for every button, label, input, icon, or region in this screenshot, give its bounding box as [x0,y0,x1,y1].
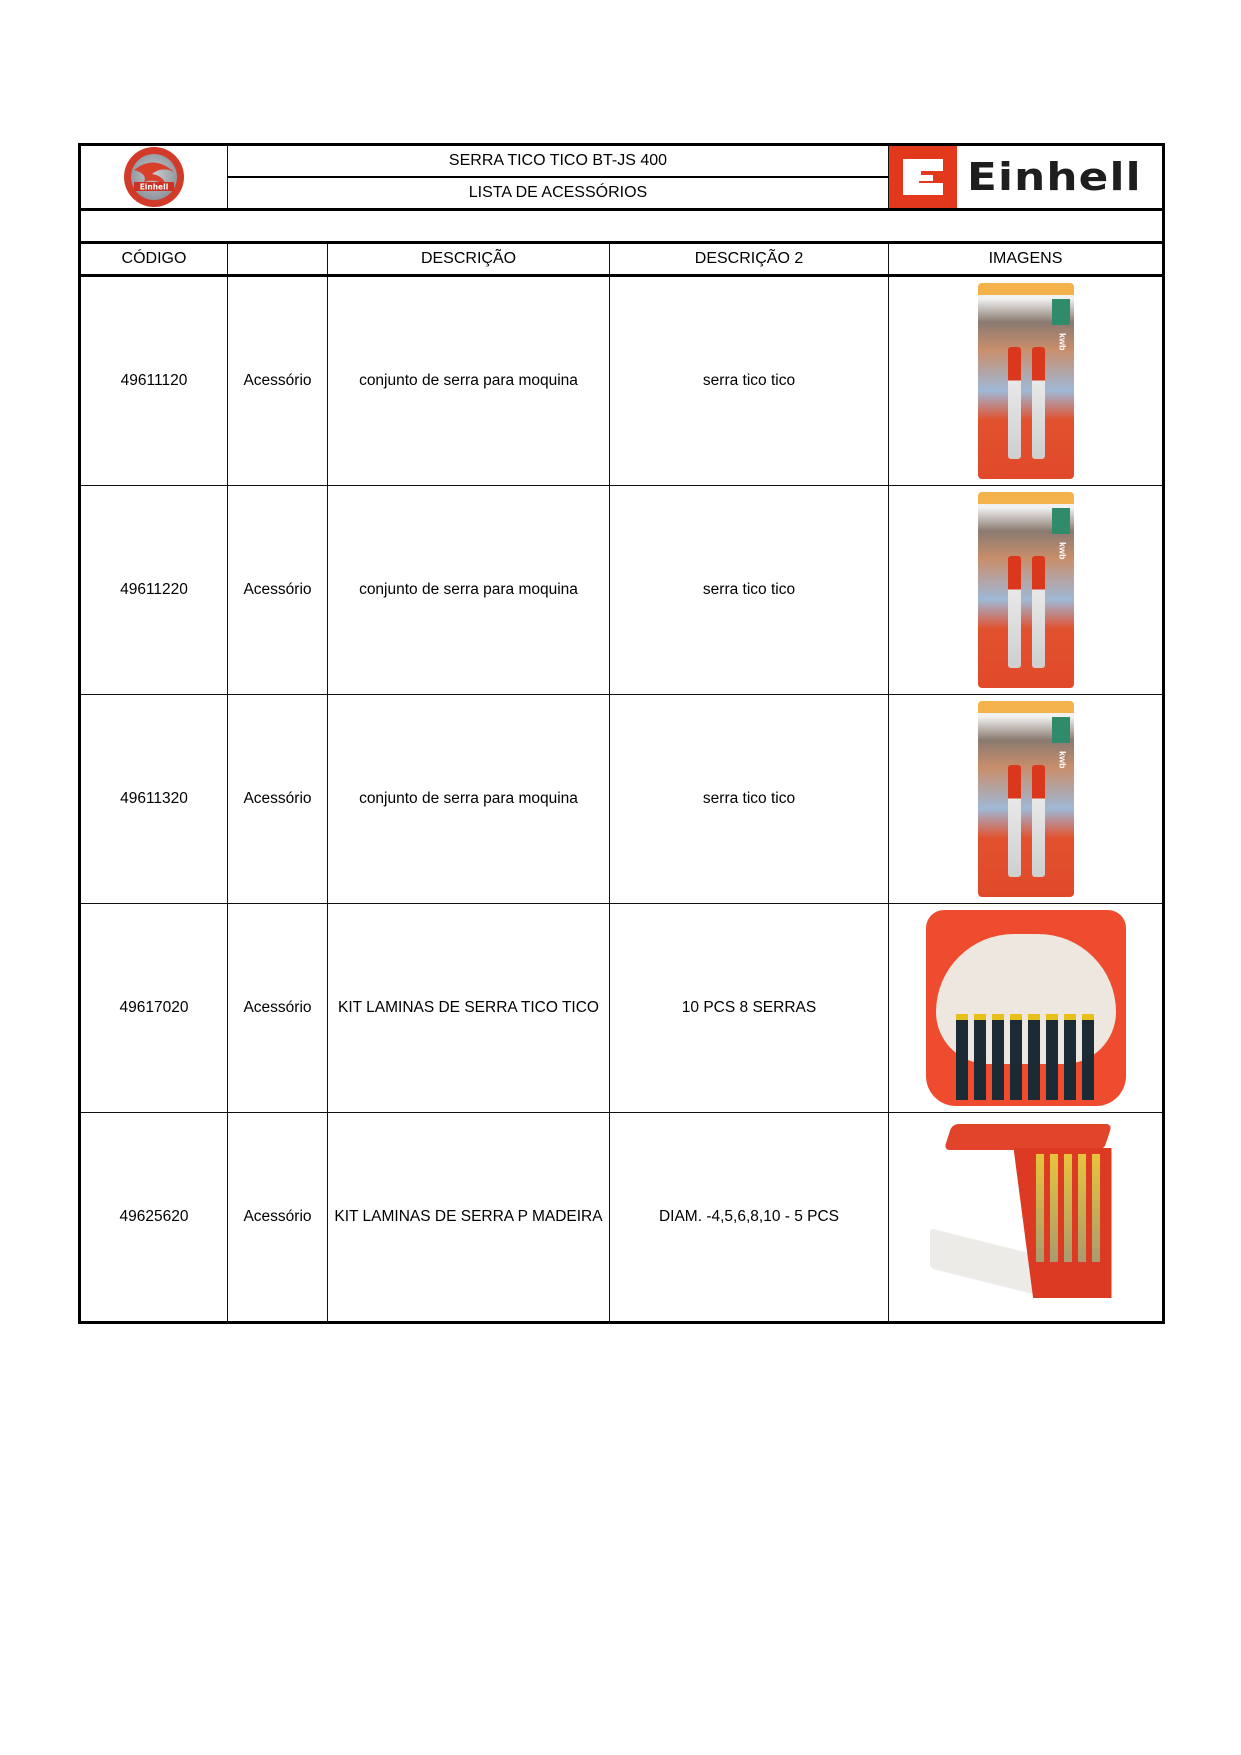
cell-tipo: Acessório [228,1113,328,1323]
col-header-descricao2: DESCRIÇÃO 2 [610,243,889,276]
cell-tipo: Acessório [228,695,328,904]
table-header [80,243,1164,276]
table-row [80,904,1164,1113]
cell-codigo: 49611220 [80,486,228,695]
cell-descricao2: serra tico tico [610,486,889,695]
table-row [80,695,1164,904]
blank-row [80,210,1164,243]
cell-image [889,904,1164,1113]
einhell-wordmark: Einhell [967,155,1142,199]
cell-descricao2: DIAM. -4,5,6,8,10 - 5 PCS [610,1113,889,1323]
col-header-blank [228,243,328,276]
cell-descricao: conjunto de serra para moquina [328,276,610,486]
table-row [80,486,1164,695]
cell-image [889,276,1164,486]
cell-descricao: conjunto de serra para moquina [328,695,610,904]
cell-codigo: 49617020 [80,904,228,1113]
cell-tipo: Acessório [228,904,328,1113]
table-row [80,1113,1164,1323]
col-header-descricao: DESCRIÇÃO [328,243,610,276]
kwb-jigsaw-blade-2-pack-image: kwb [978,701,1074,897]
cell-image [889,1113,1164,1323]
cell-image [889,695,1164,904]
right-logo-cell [889,145,1164,210]
cell-descricao2: serra tico tico [610,695,889,904]
cell-descricao: KIT LAMINAS DE SERRA TICO TICO [328,904,610,1113]
document-title: SERRA TICO TICO BT-JS 400 [228,145,889,178]
einhell-logo-icon [889,146,1162,208]
cell-codigo: 49611320 [80,695,228,904]
col-header-imagens: IMAGENS [889,243,1164,276]
cell-codigo: 49611120 [80,276,228,486]
kwb-jigsaw-blade-set-10pcs-image [926,910,1126,1106]
table-row [80,276,1164,486]
col-header-codigo: CÓDIGO [80,243,228,276]
kwb-jigsaw-blade-2-pack-image: kwb [978,492,1074,688]
jigsaw-blade-case-5pcs-image [926,1124,1126,1310]
cell-image [889,486,1164,695]
left-logo-cell [80,145,228,210]
einhell-authorized-service-badge-icon [104,146,204,208]
cell-descricao: KIT LAMINAS DE SERRA P MADEIRA [328,1113,610,1323]
kwb-jigsaw-blade-2-pack-image: kwb [978,283,1074,479]
accessory-list-sheet [78,143,1162,1324]
cell-descricao2: serra tico tico [610,276,889,486]
cell-tipo: Acessório [228,486,328,695]
accessory-table [78,143,1165,1324]
cell-descricao2: 10 PCS 8 SERRAS [610,904,889,1113]
cell-tipo: Acessório [228,276,328,486]
svg-text:Einhell: Einhell [139,182,169,192]
cell-descricao: conjunto de serra para moquina [328,486,610,695]
document-subtitle: LISTA DE ACESSÓRIOS [228,177,889,210]
cell-codigo: 49625620 [80,1113,228,1323]
